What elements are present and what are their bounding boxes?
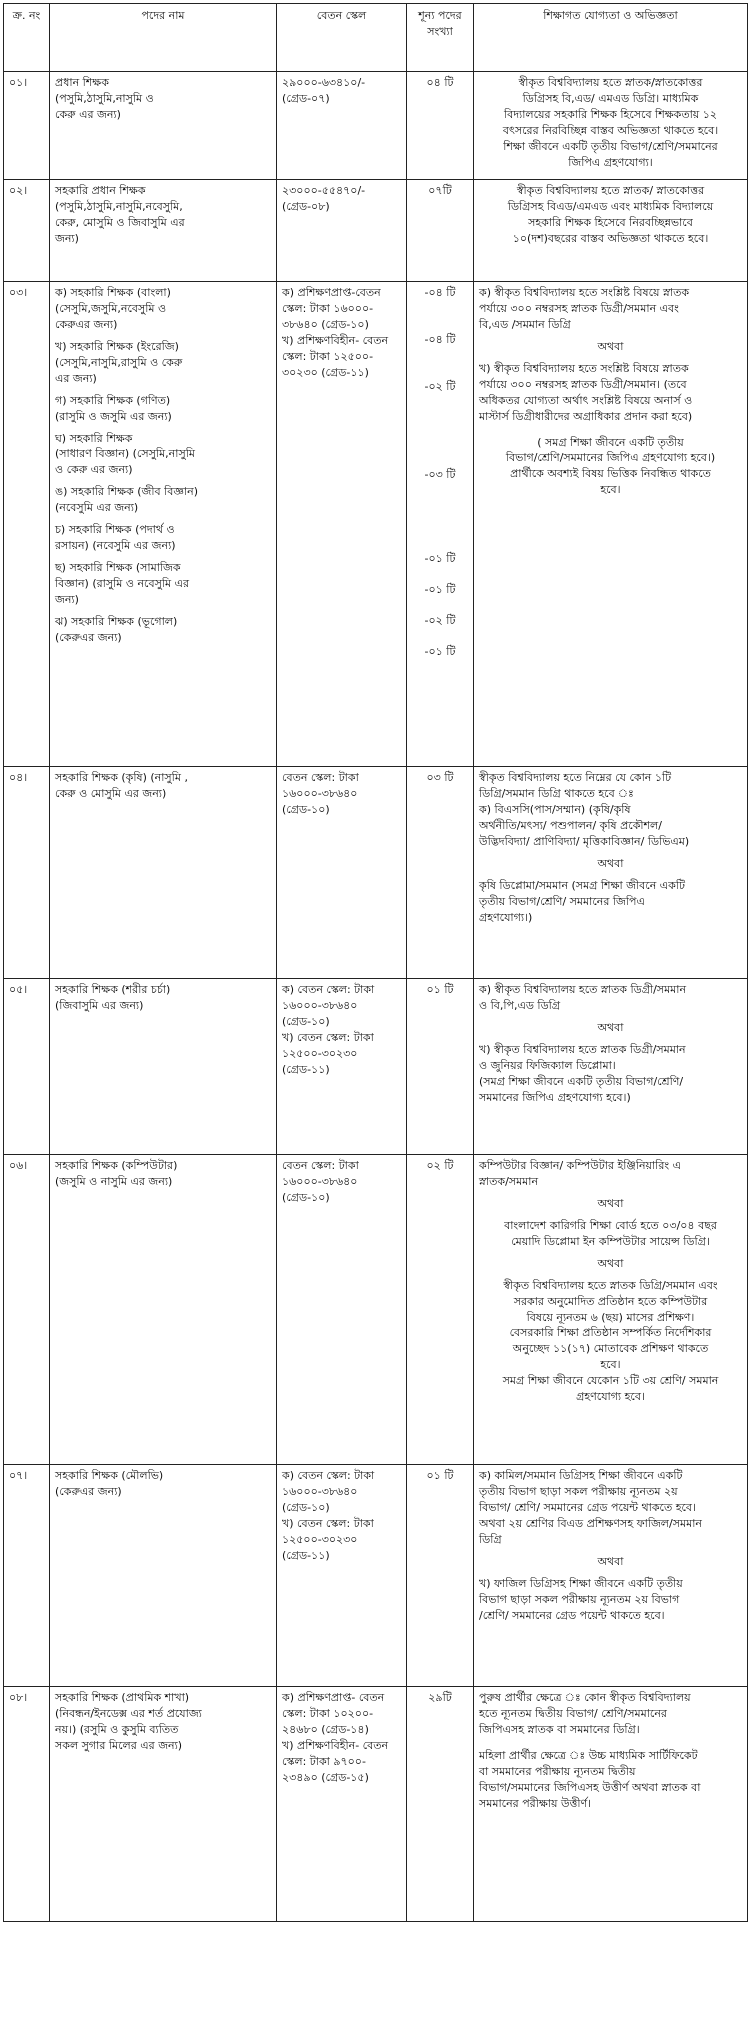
post-line: (সেসুমি,জসুমি,নবেসুমি ও [55, 301, 167, 315]
row-post [50, 1687, 277, 1922]
qual-line: (সমগ্র শিক্ষা জীবনে একটি তৃতীয় বিভাগ/শ্রেণি/ [479, 1074, 684, 1088]
scale-line: খ) বেতন স্কেল: টাকা [282, 1030, 374, 1044]
scale-line: স্কেল: টাকা ১২৫০০- [282, 349, 374, 363]
qual-line: ক) স্বীকৃত বিশ্ববিদ্যালয় হতে সংশ্লিষ্ট বিষয়ে স্নাতক [479, 286, 690, 299]
row-vacancies: ০১ টি [407, 979, 474, 1155]
qual-line: বা সমমানের পরীক্ষায় ন্যূনতম দ্বিতীয় [479, 1764, 636, 1778]
post-group [55, 484, 271, 516]
scale-line: ১২৫০০-৩০২৩০ [282, 1532, 358, 1546]
qual-line: অনুচ্ছেদ ১১(১৭) মোতাবেক প্রশিক্ষণ থাকতে [512, 1342, 709, 1356]
scale-line: ২৩৪৯০ (গ্রেড-১৫) [282, 1770, 369, 1784]
or-label: অথবা [597, 1196, 624, 1210]
qual-line: গ্রহণযোগ্য হবে। [576, 1390, 645, 1404]
row-scale [277, 282, 407, 767]
post-line: (পসুমি,ঠাসুমি,নাসুমি,নবেসুমি, [55, 199, 183, 213]
vacancy-count: -০৪ টি [424, 286, 456, 299]
scale-line: স্কেল: টাকা ১৬০০০- [282, 301, 374, 315]
row-serial: ০৪। [4, 767, 50, 979]
post-line: ও কেরু এর জন্য) [55, 463, 133, 477]
vacancy-count: -০১ টি [424, 644, 456, 658]
row-serial: ০৬। [4, 1155, 50, 1465]
post-line: খ) সহকারি শিক্ষক (ইংরেজি) [55, 339, 179, 353]
row-vacancies [407, 282, 474, 767]
qual-line: তৃতীয় বিভাগ/শ্রেণি/ সমমানের জিপিএ [479, 894, 645, 908]
or-label: অথবা [597, 1020, 624, 1034]
header-serial: ক্র. নং [4, 4, 50, 72]
post-group [55, 431, 271, 479]
qual-line: ( সমগ্র শিক্ষা জীবনে একটি তৃতীয় [537, 435, 684, 449]
row-qualification [474, 767, 748, 979]
qual-line: মেয়াদি ডিপ্লোমা ইন কম্পিউটার সায়েন্স ডিগ্রি। [511, 1234, 710, 1248]
row-vacancies: ০৭টি [407, 180, 474, 282]
post-group [55, 285, 271, 333]
qual-line: বেসরকারি শিক্ষা প্রতিষ্ঠান সম্পর্কিত নির্দেশিকার [509, 1326, 712, 1340]
post-group [55, 393, 271, 425]
vacancy-count: -০২ টি [424, 613, 456, 627]
post-line: (রাসুমি ও জসুমি এর জন্য) [55, 409, 172, 423]
qual-line: অর্থনীতি/মৎস্য/ পশুপালন/ কৃষি প্রকৌশল/ [479, 818, 662, 832]
qual-line: খ) ফাজিল ডিগ্রিসহ শিক্ষা জীবনে একটি তৃতীয় [479, 1576, 683, 1590]
qual-line: তৃতীয় বিভাগ ছাড়া সকল পরীক্ষায় ন্যূনতম ২য় [479, 1484, 678, 1498]
scale-line: (গ্রেড-১১) [282, 1062, 330, 1076]
qual-line: ও জুনিয়র ফিজিক্যাল ডিপ্লোমা। [479, 1058, 616, 1072]
post-line: (সাধারণ বিজ্ঞান) (সেসুমি,নাসুমি [55, 447, 195, 461]
qual-line: ডিগ্রি/সমমান ডিগ্রি থাকতে হবে ঃ [479, 786, 634, 800]
vacancy-count: -০১ টি [424, 551, 456, 565]
scale-line: খ) বেতন স্কেল: টাকা [282, 1516, 374, 1530]
qual-line: ক) কামিল/সমমান ডিগ্রিসহ শিক্ষা জীবনে একটি [479, 1469, 683, 1482]
row-serial: ০৭। [4, 1465, 50, 1687]
row-post [50, 282, 277, 767]
qual-line: বিভাগ/শ্রেণি/সমমানের জিপিএ গ্রহণযোগ্য হবে।) [505, 451, 716, 465]
post-group [55, 560, 271, 608]
post-line: সহকারি শিক্ষক (প্রাথমিক শাখা) [55, 1691, 190, 1704]
qual-line: পর্যায়ে ৩০০ নম্বরসহ স্নাতক ডিগ্রী/সমমান। (তবে [479, 377, 687, 391]
post-line: (জিবাসুমি এর জন্য) [55, 998, 144, 1012]
qual-line: অথবা ২য় শ্রেণির বিএড প্রশিক্ষণসহ ফাজিল/সমমান [479, 1516, 702, 1530]
qual-line: বি,এড /সমমান ডিগ্রি [479, 317, 571, 331]
row-post [50, 180, 277, 282]
row-post [50, 979, 277, 1155]
header-vacancies: শূন্য পদের সংখ্যা [407, 4, 474, 72]
qual-line: বিভাগ/সমমানের জিপিএসহ উত্তীর্ণ অথবা স্নাতক বা [479, 1780, 701, 1794]
vacancy-count: -০২ টি [424, 379, 456, 393]
qual-line: ক) স্বীকৃত বিশ্ববিদ্যালয় হতে স্নাতক ডিগ্রী/সমমান [479, 983, 687, 996]
qual-line: পুরুষ প্রার্থীর ক্ষেত্রে ঃ কোন স্বীকৃত বিশ্ববিদ্যালয় [479, 1691, 691, 1704]
row-scale [277, 767, 407, 979]
post-line: জন্য) [55, 231, 79, 245]
post-line: ছ) সহকারি শিক্ষক (সামাজিক [55, 561, 181, 575]
scale-line: (গ্রেড-০৭) [282, 91, 330, 105]
qual-line: হবে। [600, 483, 621, 497]
qual-line: কম্পিউটার বিজ্ঞান/ কম্পিউটার ইঞ্জিনিয়ারিং এ [479, 1159, 681, 1172]
post-line: কেরু এর জন্য) [55, 107, 121, 121]
row-vacancies: ০২ টি [407, 1155, 474, 1465]
vacancy-count: -০৪ টি [424, 332, 456, 346]
qual-line: স্বীকৃত বিশ্ববিদ্যালয় হতে স্নাতক ডিগ্রি/সমমান এবং [503, 1278, 718, 1292]
row-scale [277, 1465, 407, 1687]
scale-line: ২৯০০০-৬৩৪১০/- [282, 76, 366, 89]
post-line: (পসুমি,ঠাসুমি,নাসুমি ও [55, 91, 154, 105]
row-qualification [474, 979, 748, 1155]
table-row [4, 1465, 748, 1687]
scale-line: (গ্রেড-১০) [282, 1500, 330, 1514]
qual-line: সমমানের জিপিএ গ্রহণযোগ্য হবে।) [479, 1090, 631, 1104]
qual-line: খ) স্বীকৃত বিশ্ববিদ্যালয় হতে সংশ্লিষ্ট বিষয়ে স্নাতক [479, 361, 689, 375]
qual-line: স্বীকৃত বিশ্ববিদ্যালয় হতে স্নাতক/ স্নাতকোত্তর [516, 184, 705, 197]
qual-line: অধিকতর যোগ্যতা অর্থাৎ সংশ্লিষ্ট বিষয়ে অনার্স ও [479, 393, 693, 407]
scale-line: ১৬০০০-৩৮৬৪০ [282, 998, 358, 1012]
post-line: কেরুএর জন্য) [55, 317, 118, 331]
scale-line: ১২৫০০-৩০২৩০ [282, 1046, 358, 1060]
post-line: (নবেসুমি এর জন্য) [55, 501, 139, 515]
scale-line: (গ্রেড-১১) [282, 1548, 330, 1562]
scale-line: ক) বেতন স্কেল: টাকা [282, 1469, 375, 1482]
qual-line: উদ্ভিদবিদ্যা/ প্রাণিবিদ্যা/ মৃত্তিকাবিজ্ঞান/ ডিভিএম) [479, 834, 690, 848]
table-header-row [4, 4, 748, 72]
scale-line: ক) বেতন স্কেল: টাকা [282, 983, 375, 996]
qual-line: পর্যায়ে ৩০০ নম্বরসহ স্নাতক ডিগ্রী/সমমান এবং [479, 301, 679, 315]
qual-line: ডিগ্রিসহ বিএড/এমএড এবং মাধ্যমিক বিদ্যালয়ে [507, 199, 714, 213]
qual-line: স্বীকৃত বিশ্ববিদ্যালয় হতে নিম্নের যে কোন ১টি [479, 771, 672, 784]
post-line: সকল সুগার মিলের এর জন্য) [55, 1738, 183, 1752]
row-qualification [474, 72, 748, 180]
or-label: অথবা [597, 1256, 624, 1270]
qual-line: বাংলাদেশ কারিগরি শিক্ষা বোর্ড হতে ০৩/০৪ বছর [504, 1218, 717, 1232]
scale-line: (গ্রেড-০৮) [282, 199, 330, 213]
post-line: রসায়ন) (নবেসুমি এর জন্য) [55, 539, 176, 553]
qual-line: বিভাগ/ শ্রেণি/ সমমানের গ্রেড পয়েন্ট থাকতে হবে। [479, 1500, 696, 1514]
scale-line: (গ্রেড-১০) [282, 1014, 330, 1028]
scale-line: ৩০২৩০ (গ্রেড-১১) [282, 365, 369, 379]
post-line: চ) সহকারি শিক্ষক (পদার্থ ও [55, 523, 175, 537]
row-vacancies: ২৯টি [407, 1687, 474, 1922]
scale-line: বেতন স্কেল: টাকা [282, 771, 359, 784]
table-row [4, 1687, 748, 1922]
row-scale [277, 72, 407, 180]
qual-line: খ) স্বীকৃত বিশ্ববিদ্যালয় হতে স্নাতক ডিগ্রী/সমমান [479, 1042, 686, 1056]
row-qualification [474, 1465, 748, 1687]
qual-line: ও বি,পি,এড ডিগ্রি [479, 998, 561, 1012]
post-line: গ) সহকারি শিক্ষক (গণিত) [55, 393, 171, 407]
post-line: ঙ) সহকারি শিক্ষক (জীব বিজ্ঞান) [55, 485, 198, 499]
post-line: সহকারি শিক্ষক (কৃষি) (নাসুমি , [55, 771, 188, 784]
qual-line: স্নাতক/সমমান [479, 1174, 539, 1188]
table-row [4, 282, 748, 767]
job-vacancy-table [3, 3, 748, 1922]
row-serial: ০৩। [4, 282, 50, 767]
qual-line: জিপিএসহ স্নাতক বা সমমানের ডিগ্রি। [479, 1722, 640, 1736]
qual-line: বিদ্যালয়ের সহকারি শিক্ষক হিসেবে শিক্ষকতায় ১২ [503, 107, 718, 121]
post-line: (কেরুএর জন্য) [55, 630, 122, 644]
qual-line: সমগ্র শিক্ষা জীবনে যেকোন ১টি ৩য় শ্রেণি/ সমমান [502, 1374, 719, 1388]
qual-line: বিষয়ে ন্যূনতম ৬ (ছয়) মাসের প্রশিক্ষণ। [526, 1310, 695, 1324]
row-serial: ০২। [4, 180, 50, 282]
post-line: সহকারি শিক্ষক (শরীর চর্চা) [55, 983, 171, 996]
header-qualification: শিক্ষাগত যোগ্যতা ও অভিজ্ঞতা [474, 4, 748, 72]
qual-line: সহকারি শিক্ষক হিসেবে নিরবচ্ছিন্নভাবে [528, 215, 693, 229]
or-label: অথবা [597, 856, 624, 870]
post-line: জন্য) [55, 592, 79, 606]
scale-line: ক) প্রশিক্ষণপ্রাপ্ত-বেতন [282, 286, 381, 299]
scale-line: স্কেল: টাকা ৯৭০০- [282, 1754, 366, 1768]
qual-line: বৎসরের নিরবিচ্ছিন্ন বাস্তব অভিজ্ঞতা থাকতে হবে। [502, 123, 719, 137]
vacancy-count: -০৩ টি [424, 467, 456, 481]
row-scale [277, 1155, 407, 1465]
scale-line: ১৬০০০-৩৮৬৪০ [282, 786, 358, 800]
post-group [55, 614, 271, 646]
post-line: (নিবন্ধন/ইনডেক্স এর শর্ত প্রযোজ্য [55, 1706, 202, 1720]
qual-line: ডিগ্রিসহ বি,এড/ এমএড ডিগ্রি। মাধ্যমিক [522, 91, 699, 105]
post-line: কেরু ও মোসুমি এর জন্য) [55, 786, 167, 800]
row-vacancies: ০৪ টি [407, 72, 474, 180]
qual-line: সরকার অনুমোদিত প্রতিষ্ঠান হতে কম্পিউটার [513, 1294, 708, 1308]
qual-line: প্রার্থীকে অবশ্যই বিষয় ভিত্তিক নিবন্ধিত থাকতে [510, 467, 711, 481]
scale-line: ৩৮৬৪০ (গ্রেড-১০) [282, 317, 369, 331]
qual-line: কৃষি ডিপ্লোমা/সমমান (সমগ্র শিক্ষা জীবনে একটি [479, 878, 685, 892]
table-row [4, 979, 748, 1155]
qual-line: মহিলা প্রার্থীর ক্ষেত্রে ঃ উচ্চ মাধ্যমিক সার্টিফিকেট [479, 1748, 698, 1762]
table-row [4, 767, 748, 979]
row-post [50, 767, 277, 979]
row-qualification [474, 180, 748, 282]
scale-line: স্কেল: টাকা ১০২০০- [282, 1706, 374, 1720]
row-qualification [474, 1687, 748, 1922]
row-serial: ০১। [4, 72, 50, 180]
row-post [50, 72, 277, 180]
row-vacancies: ০১ টি [407, 1465, 474, 1687]
qual-line: জিপিএ গ্রহণযোগ্য। [568, 155, 653, 169]
qual-line: শিক্ষা জীবনে একটি তৃতীয় বিভাগ/শ্রেণি/সমমানের [503, 139, 718, 153]
post-line: ক) সহকারি শিক্ষক (বাংলা) [55, 286, 171, 299]
scale-line: (গ্রেড-১০) [282, 1190, 330, 1204]
post-group [55, 339, 271, 387]
qual-line: হবে। [600, 1358, 621, 1372]
row-serial: ০৮। [4, 1687, 50, 1922]
row-post [50, 1155, 277, 1465]
row-scale [277, 1687, 407, 1922]
vacancy-count: -০১ টি [424, 582, 456, 596]
row-scale [277, 979, 407, 1155]
post-line: কেরু, মোসুমি ও জিবাসুমি এর [55, 215, 185, 229]
qual-line: ডিগ্রি [479, 1532, 502, 1546]
qual-line: হতে ন্যূনতম দ্বিতীয় বিভাগ/ শ্রেণি/সমমানের [479, 1706, 667, 1720]
post-line: নয়।) (রসুমি ও কুসুমি ব্যতিত [55, 1722, 179, 1736]
or-label: অথবা [597, 339, 624, 353]
scale-line: বেতন স্কেল: টাকা [282, 1159, 359, 1172]
scale-line: ২৪৬৮০ (গ্রেড-১৪) [282, 1722, 369, 1736]
scale-line: ১৬০০০-৩৮৬৪০ [282, 1484, 358, 1498]
row-scale [277, 180, 407, 282]
header-scale: বেতন স্কেল [277, 4, 407, 72]
post-line: বিজ্ঞান) (রাসুমি ও নবেসুমি এর [55, 577, 190, 590]
post-line: (সেসুমি,নাসুমি,রাসুমি ও কেরু [55, 355, 183, 369]
post-line: সহকারি শিক্ষক (কম্পিউটার) [55, 1159, 178, 1172]
post-line: এর জন্য) [55, 371, 97, 385]
row-qualification [474, 282, 748, 767]
qual-line: /শ্রেণি/ সমমানের গ্রেড পয়েন্ট থাকতে হবে। [479, 1608, 665, 1622]
row-qualification [474, 1155, 748, 1465]
qual-line: স্বীকৃত বিশ্ববিদ্যালয় হতে স্নাতক/স্নাতকোত্তর [518, 76, 703, 89]
scale-line: খ) প্রশিক্ষণবিহীন- বেতন [282, 1738, 389, 1752]
table-row [4, 180, 748, 282]
qual-line: সমমানের পরীক্ষায় উত্তীর্ণ। [479, 1796, 592, 1810]
post-group [55, 522, 271, 554]
qual-line: ক) বিএসসি(পাস/সম্মান) (কৃষি/কৃষি [479, 802, 631, 816]
post-line: (জসুমি ও নাসুমি এর জন্য) [55, 1174, 173, 1188]
qual-line: মাস্টার্স ডিগ্রীধারীদের অগ্রাধিকার প্রদান করা হবে) [479, 409, 693, 423]
post-line: প্রধান শিক্ষক [55, 76, 109, 89]
scale-line: (গ্রেড-১০) [282, 802, 330, 816]
row-serial: ০৫। [4, 979, 50, 1155]
post-line: ঝ) সহকারি শিক্ষক (ভূগোল) [55, 614, 178, 628]
qual-line: ১০(দশ)বছরের বাস্তব অভিজ্ঞতা থাকতে হবে। [512, 231, 709, 245]
post-line: সহকারি শিক্ষক (মৌলভি) [55, 1469, 164, 1482]
post-line: সহকারি প্রধান শিক্ষক [55, 184, 146, 197]
qual-line: গ্রহণযোগ্য।) [479, 910, 533, 924]
header-post: পদের নাম [50, 4, 277, 72]
row-post [50, 1465, 277, 1687]
scale-line: ক) প্রশিক্ষণপ্রাপ্ত- বেতন [282, 1691, 385, 1704]
post-line: (কেরুএর জন্য) [55, 1484, 122, 1498]
row-vacancies: ০৩ টি [407, 767, 474, 979]
scale-line: ১৬০০০-৩৮৬৪০ [282, 1174, 358, 1188]
scale-line: খ) প্রশিক্ষণবিহীন- বেতন [282, 333, 389, 347]
table-row [4, 1155, 748, 1465]
post-line: ঘ) সহকারি শিক্ষক [55, 431, 133, 445]
scale-line: ২৩০০০-৫৫৪৭০/- [282, 184, 366, 197]
or-label: অথবা [597, 1554, 624, 1568]
qual-line: বিভাগ ছাড়া সকল পরীক্ষায় ন্যূনতম ২য় বিভাগ [479, 1592, 680, 1606]
table-row [4, 72, 748, 180]
